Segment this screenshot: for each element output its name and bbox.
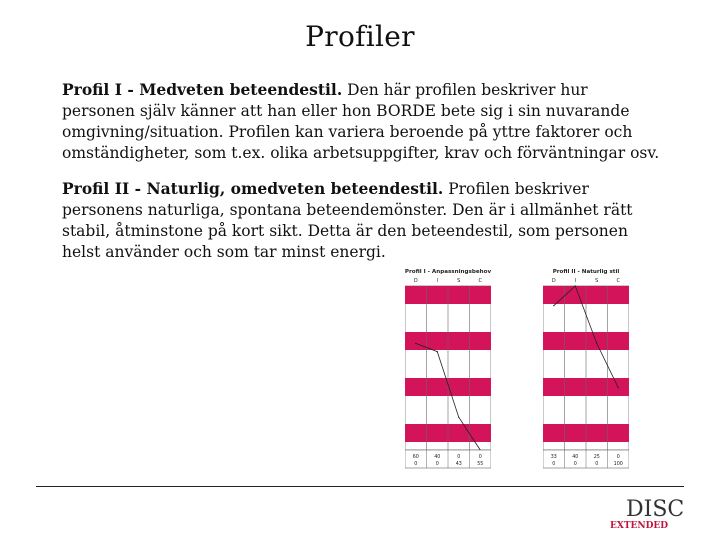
chart-svg (543, 266, 629, 470)
disc-extended-logo (608, 490, 688, 532)
logo-disc-text: DISC (626, 497, 685, 522)
chart-footer-value: 0 (435, 462, 439, 467)
chart-footer-value: 0 (552, 462, 556, 467)
chart-data-point (618, 387, 619, 388)
chart-footer-value: 40 (572, 455, 579, 460)
chart-svg (405, 266, 491, 470)
chart-data-point (575, 285, 576, 286)
paragraph-profile-1 (62, 79, 662, 164)
profile-2-text: Profilen beskriver personens naturliga, spontana beteendemönster. Den är i allmänhet rätt stabil, åtminstone på kort sikt. Detta är den beteendestil, som personen helst använder och som tar minst energi. (62, 180, 633, 261)
chart-footer-value: 0 (457, 455, 461, 460)
chart-category-label: S (595, 278, 599, 284)
chart-footer-value: 40 (434, 455, 441, 460)
chart-footer-value: 25 (593, 455, 600, 460)
chart-category-label: D (551, 278, 556, 284)
page-title: Profiler (305, 20, 415, 53)
chart-category-label: I (574, 278, 576, 284)
chart-footer-value: 55 (477, 462, 484, 467)
chart-data-point (553, 305, 554, 306)
chart-footer-value: 60 (412, 455, 419, 460)
chart-title: Profil I - Anpassningsbehov (405, 269, 491, 275)
chart-footer-value: 0 (478, 455, 482, 460)
chart-category-label: D (413, 278, 418, 284)
profile-2-chart (543, 266, 720, 470)
bottom-divider (36, 486, 684, 487)
chart-data-point (458, 417, 459, 418)
chart-footer-value: 100 (613, 462, 623, 467)
chart-footer-value: 0 (595, 462, 599, 467)
chart-category-label: I (436, 278, 438, 284)
chart-title: Profil II - Naturlig stil (552, 269, 620, 275)
profile-1-heading: Profil I - Medveten beteendestil. (62, 80, 343, 99)
chart-footer-value: 33 (550, 455, 557, 460)
chart-category-label: S (457, 278, 461, 284)
chart-data-point (437, 351, 438, 352)
chart-data-point (415, 343, 416, 344)
paragraph-profile-2 (62, 178, 662, 263)
profile-1-text: Den här profilen beskriver hur personen själv känner att han eller hon BORDE bete sig i sin nuvarande omgivning/situation. Profilen kan variera beroende på yttre faktorer och omständigheter, som t.ex. olika arbetsuppgifter, krav och förväntningar osv. (62, 81, 660, 162)
logo-extended-text: EXTENDED (610, 521, 669, 531)
chart-footer-value: 0 (616, 455, 620, 460)
chart-footer-value: 0 (573, 462, 577, 467)
profile-2-heading: Profil II - Naturlig, omedveten beteendestil. (62, 179, 444, 198)
chart-category-label: C (616, 278, 620, 284)
chart-footer-value: 0 (414, 462, 418, 467)
chart-footer-value: 43 (455, 462, 462, 467)
chart-category-label: C (478, 278, 482, 284)
chart-data-point (596, 343, 597, 344)
